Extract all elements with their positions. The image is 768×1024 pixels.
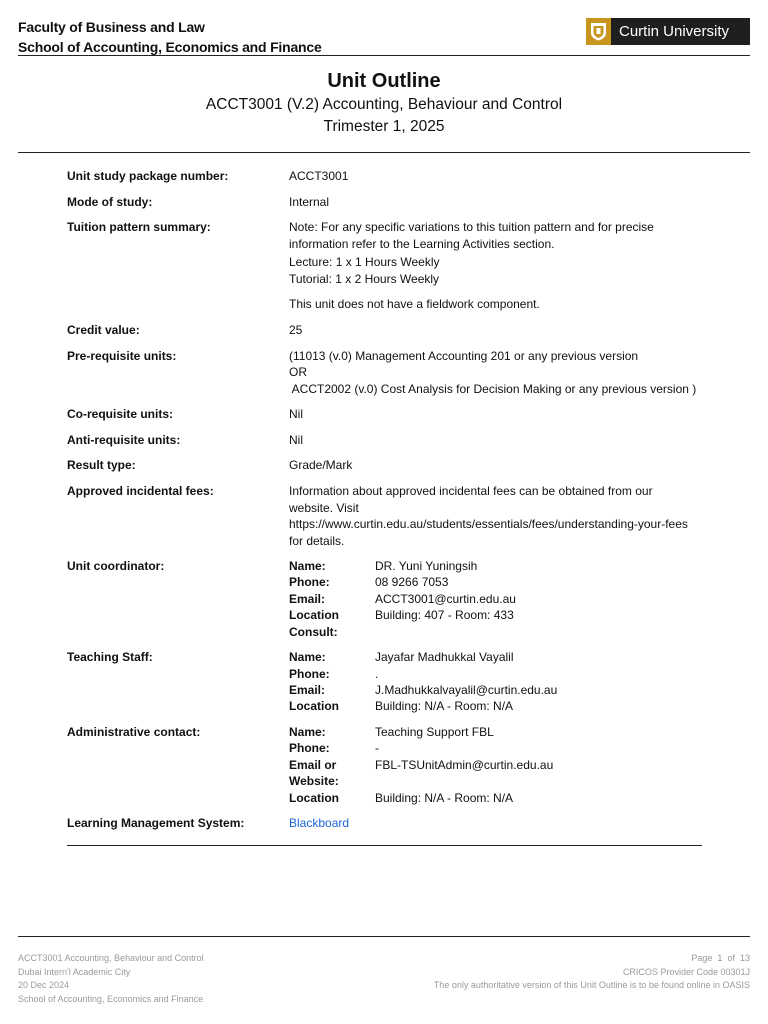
- footer-school: School of Accounting, Economics and Finance: [18, 993, 204, 1004]
- admin-name-label: Name:: [289, 725, 326, 739]
- page-of: of: [727, 953, 735, 963]
- term: Trimester 1, 2025: [323, 118, 445, 135]
- prereq-line-2: OR: [289, 365, 307, 379]
- coordinator-consult-label: Consult:: [289, 625, 338, 639]
- admin-location-label: Location: [289, 791, 339, 805]
- tuition-tutorial: Tutorial: 1 x 2 Hours Weekly: [289, 272, 440, 286]
- details-divider: [67, 845, 702, 846]
- prereq-line-3: ACCT2002 (v.0) Cost Analysis for Decision Making or any previous version ): [289, 382, 697, 396]
- admin-phone-label: Phone:: [289, 741, 330, 755]
- footer-date: 20 Dec 2024: [18, 980, 70, 990]
- teaching-location-label: Location: [289, 699, 339, 713]
- footer-left: [18, 952, 204, 1006]
- tuition-label: Tuition pattern summary:: [67, 220, 211, 234]
- footer-unit: ACCT3001 Accounting, Behaviour and Control: [18, 953, 204, 963]
- teaching-email: J.Madhukkalvayalil@curtin.edu.au: [375, 683, 558, 697]
- teaching-location: Building: N/A - Room: N/A: [375, 699, 514, 713]
- result-label: Result type:: [67, 458, 136, 472]
- credit-value: 25: [289, 323, 303, 337]
- mode-label: Mode of study:: [67, 195, 153, 209]
- fees-value: Information about approved incidental fees can be obtained from our website. Visit https://www.curtin.edu.au/students/essentials/fees/understanding-your-fees for details.: [289, 484, 688, 548]
- curtin-logo: [586, 18, 750, 45]
- coordinator-location: Building: 407 - Room: 433: [375, 608, 514, 622]
- title-divider: [18, 152, 750, 153]
- page-title: Unit Outline: [327, 70, 441, 92]
- admin-phone: -: [375, 741, 379, 755]
- coordinator-email: ACCT3001@curtin.edu.au: [375, 592, 516, 606]
- coordinator-name: DR. Yuni Yuningsih: [375, 559, 478, 573]
- coreq-label: Co-requisite units:: [67, 407, 174, 421]
- faculty-name: Faculty of Business and Law: [18, 19, 205, 35]
- prereq-line-1: (11013 (v.0) Management Accounting 201 or any previous version: [289, 349, 639, 363]
- admin-email-label-1: Email or: [289, 758, 337, 772]
- coordinator-email-label: Email:: [289, 592, 326, 606]
- result-value: Grade/Mark: [289, 458, 353, 472]
- cricos-code: CRICOS Provider Code 00301J: [622, 966, 750, 977]
- page-number: [434, 952, 750, 966]
- school-name: School of Accounting, Economics and Finance: [18, 39, 322, 55]
- crest-icon: [586, 18, 611, 45]
- antireq-label: Anti-requisite units:: [67, 433, 181, 447]
- coreq-value: Nil: [289, 407, 303, 421]
- teaching-label: Teaching Staff:: [67, 650, 153, 664]
- fees-label: Approved incidental fees:: [67, 484, 214, 498]
- mode-value: Internal: [289, 195, 330, 209]
- admin-label: Administrative contact:: [67, 725, 201, 739]
- unit-title: ACCT3001 (V.2) Accounting, Behaviour and Control: [205, 96, 563, 113]
- coordinator-phone-label: Phone:: [289, 575, 330, 589]
- footer-campus: Dubai Intern'l Academic City: [18, 966, 131, 977]
- tuition-lecture: Lecture: 1 x 1 Hours Weekly: [289, 255, 440, 269]
- faculty-heading: [18, 17, 322, 57]
- lms-label: Learning Management System:: [67, 816, 245, 830]
- admin-name: Teaching Support FBL: [375, 725, 494, 739]
- prereq-label: Pre-requisite units:: [67, 349, 177, 363]
- coordinator-name-label: Name:: [289, 559, 326, 573]
- admin-email-label-2: Website:: [289, 774, 339, 788]
- footer-right: [434, 952, 750, 993]
- admin-email: FBL-TSUnitAdmin@curtin.edu.au: [375, 758, 554, 772]
- tuition-note: Note: For any specific variations to this tuition pattern and for precise information refer to the Learning Activities section.: [289, 220, 654, 251]
- package-label: Unit study package number:: [67, 169, 229, 183]
- coordinator-location-label: Location: [289, 608, 339, 622]
- page-label: Page: [691, 953, 713, 963]
- teaching-phone-label: Phone:: [289, 667, 330, 681]
- page-total: 13: [739, 953, 750, 963]
- admin-location: Building: N/A - Room: N/A: [375, 791, 514, 805]
- title-block: [0, 68, 768, 138]
- teaching-name-label: Name:: [289, 650, 326, 664]
- footer-divider: [18, 936, 750, 937]
- package-value: ACCT3001: [289, 169, 349, 183]
- antireq-value: Nil: [289, 433, 303, 447]
- footer-disclaimer: The only authoritative version of this Unit Outline is to be found online in OASIS: [433, 980, 750, 990]
- page-current: 1: [717, 953, 723, 963]
- teaching-phone: .: [375, 667, 379, 681]
- header-divider: [18, 55, 750, 56]
- teaching-name: Jayafar Madhukkal Vayalil: [375, 650, 514, 664]
- tuition-fieldwork: This unit does not have a fieldwork component.: [289, 297, 540, 311]
- coordinator-phone: 08 9266 7053: [375, 575, 449, 589]
- coordinator-label: Unit coordinator:: [67, 559, 165, 573]
- teaching-email-label: Email:: [289, 683, 326, 697]
- blackboard-link[interactable]: Blackboard: [289, 816, 350, 830]
- credit-label: Credit value:: [67, 323, 140, 337]
- logo-text: Curtin University: [619, 23, 730, 40]
